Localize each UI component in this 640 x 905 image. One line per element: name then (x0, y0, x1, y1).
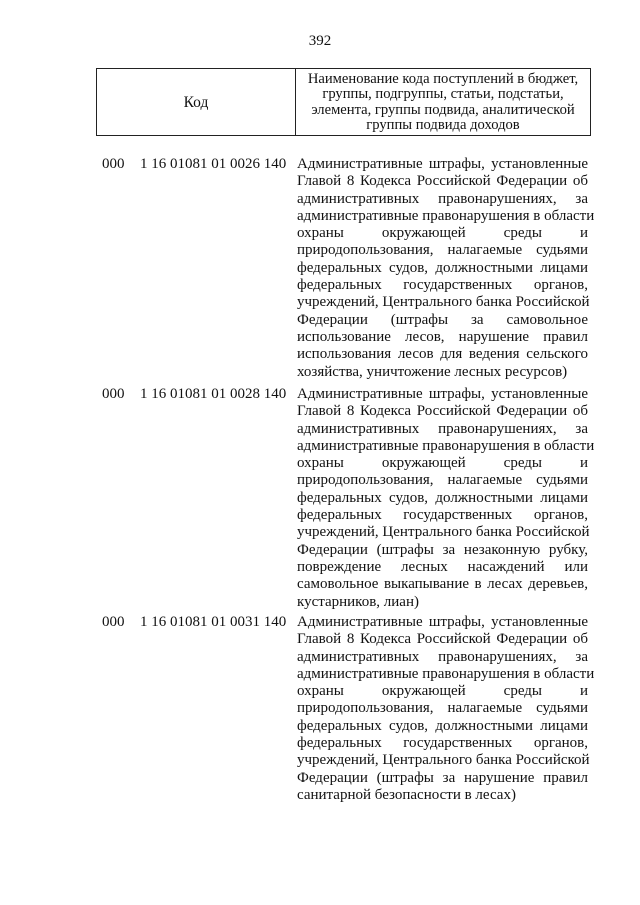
header-code-label: Код (183, 94, 209, 111)
table-header (96, 68, 591, 136)
header-name-line: группы подвида доходов (366, 117, 520, 134)
description-line: административные правонарушения в области (297, 437, 595, 454)
description-line: природопользования, налагаемые судьями (297, 700, 588, 717)
budget-code: 1 16 01081 01 0028 140 (140, 386, 287, 402)
description-line: административных правонарушениях, за (297, 420, 588, 437)
description-line: Административные штрафы, установленные (297, 386, 588, 402)
page-number: 392 (308, 33, 332, 49)
description-line: Административные штрафы, установленные (297, 156, 588, 172)
description-line: Федерации (штрафы за незаконную рубку, (297, 541, 588, 558)
description-line: административных правонарушениях, за (297, 648, 588, 665)
description-line: охраны окружающей среды и (297, 455, 588, 472)
description-line: природопользования, налагаемые судьями (297, 472, 588, 489)
description-line: самовольное выкапывание в лесах деревьев, (297, 576, 588, 593)
description-line: охраны окружающей среды и (297, 683, 588, 700)
description-line: Главой 8 Кодекса Российской Федерации об (297, 631, 588, 648)
budget-code: 1 16 01081 01 0031 140 (140, 614, 287, 630)
description-line: федеральных судов, должностными лицами (297, 259, 588, 276)
description-line: повреждение лесных насаждений или (297, 558, 588, 575)
description-line: Федерации (штрафы за нарушение правил (297, 769, 588, 786)
admin-code: 000 (102, 386, 125, 402)
description-line: федеральных судов, должностными лицами (297, 717, 588, 734)
budget-code: 1 16 01081 01 0026 140 (140, 156, 287, 172)
description-line: административные правонарушения в области (297, 207, 595, 224)
description-line: Главой 8 Кодекса Российской Федерации об (297, 173, 588, 190)
description-line: федеральных государственных органов, (297, 735, 588, 752)
admin-code: 000 (102, 156, 125, 172)
description-line: хозяйства, уничтожение лесных ресурсов) (297, 363, 568, 380)
header-name-line: элемента, группы подвида, аналитической (311, 101, 575, 118)
header-name-line: Наименование кода поступлений в бюджет, (307, 71, 579, 87)
description-line: Главой 8 Кодекса Российской Федерации об (297, 403, 588, 420)
header-name-cell (296, 69, 590, 135)
description-line: федеральных судов, должностными лицами (297, 489, 588, 506)
description-line: кустарников, лиан) (297, 593, 419, 610)
income-description (297, 156, 595, 381)
description-line: Административные штрафы, установленные (297, 614, 588, 630)
header-name-line: группы, подгруппы, статьи, подстатьи, (322, 86, 564, 103)
income-description (297, 614, 595, 804)
description-line: природопользования, налагаемые судьями (297, 242, 588, 259)
income-description (297, 386, 595, 611)
description-line: Федерации (штрафы за самовольное (297, 311, 588, 328)
description-line: учреждений, Центрального банка Российской (297, 752, 590, 769)
description-line: административных правонарушениях, за (297, 190, 588, 207)
description-line: использование лесов, нарушение правил (297, 328, 588, 345)
description-line: санитарной безопасности в лесах) (297, 786, 516, 803)
description-line: учреждений, Центрального банка Российской (297, 524, 590, 541)
description-line: федеральных государственных органов, (297, 507, 588, 524)
description-line: административные правонарушения в области (297, 665, 595, 682)
description-line: охраны окружающей среды и (297, 225, 588, 242)
admin-code: 000 (102, 614, 125, 630)
description-line: учреждений, Центрального банка Российской (297, 294, 590, 311)
description-line: федеральных государственных органов, (297, 277, 588, 294)
description-line: использования лесов для ведения сельского (297, 346, 588, 363)
header-code-cell (97, 69, 296, 135)
